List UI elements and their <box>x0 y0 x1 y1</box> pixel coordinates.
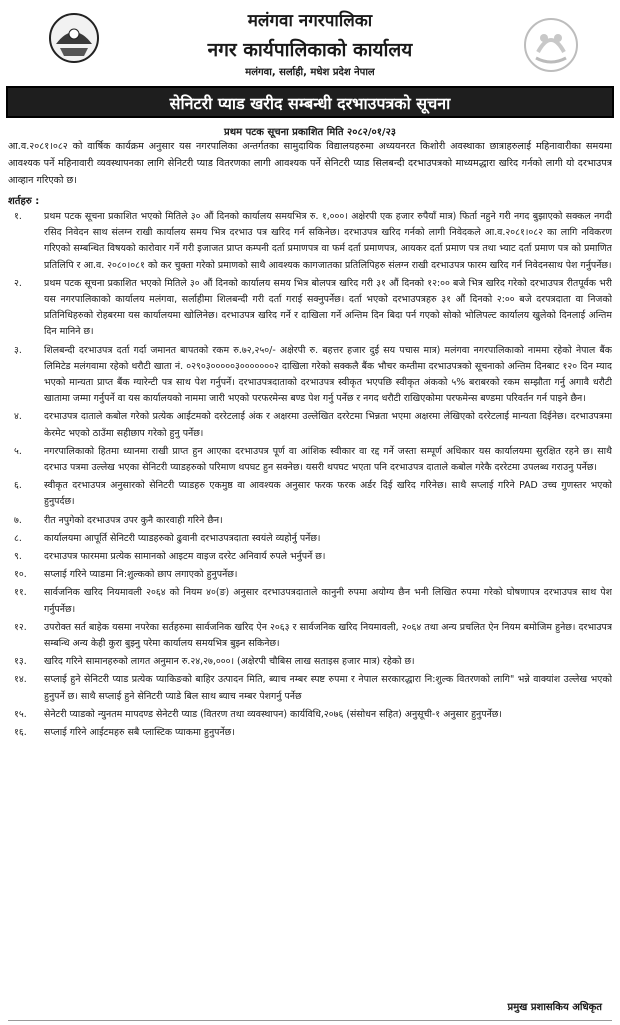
condition-item <box>8 409 612 441</box>
condition-number: १४. <box>14 674 27 686</box>
condition-text: रीत नपुगेको दरभाउपत्र उपर कुनै कारवाही गरिने छैन। <box>44 514 223 526</box>
conditions-list <box>8 209 612 741</box>
condition-number: ८. <box>14 532 22 544</box>
condition-text: सेनेटरी प्याडको न्युनतम मापदण्ड सेनेटरी प्याड (वितरण तथा व्यवस्थापन) कार्यविधि,२०७६ (संसोधन सहित) अनुसूची-१ अनुसार हुनुपर्नेछ। <box>44 708 502 720</box>
condition-text: सार्वजनिक खरिद नियमावली २०६४ को नियम ४०(ङ) अनुसार दरभाउपत्रदाताले कानुनी रुपमा अयोग्य छैन भनी लिखित रुपमा गरेको घोषणापत्र दरभाउपत्र साथ पेश गर्नुपर्नेछ। <box>44 587 612 615</box>
condition-item <box>8 567 612 583</box>
condition-text: प्रथम पटक सूचना प्रकाशित भएको मितिले ३० औं दिनको कार्यालय समयभित्र रु. १,०००। अक्षेरपी एक हजार रुपैयाँ मात्र) फिर्ता नहुने गरी नगद बुझाएको सक्कल नगदी रसिद निवेदन साथ संलग्न राखी कार्यालय समय भित्र दरभाउ पत्र खरिद गर्न सकिनेछ। दरभाउपत्र खरिद गर्नको लागी निवेदकले आ.व.२०८१।०८२ का लागि नविकरण गरिएको सम्बन्धित विषयको कारोवार गर्ने गरी इजाजत प्राप्त कम्पनी दर्ता प्रमाणपत्र वा फर्म दर्ता प्रमाणपत्र, आयकर दर्ता प्रमाण पत्र तथा भ्याट दर्ता प्रमाण पत्र को प्रमाणित प्रतिलिपि र आ.व. २०८०।०८१ को कर चुक्ता गरेको प्रमाणको साथै आवश्यक कागजातका प्रतिलिपिहरु संलग्न राखी दरभाउपत्र फारम खरिद गर्न निवेदनसाथ पेश गर्नुपर्नेछ। <box>44 211 612 271</box>
condition-number: १५. <box>14 708 27 720</box>
signature-title: प्रमुख प्रशासकिय अधिकृत <box>507 1002 602 1013</box>
condition-item <box>8 707 612 723</box>
condition-item <box>8 725 612 741</box>
condition-item <box>8 209 612 274</box>
letterhead <box>8 0 612 86</box>
condition-item <box>8 513 612 529</box>
condition-text: उपरोक्त सर्त बाहेक यसमा नपरेका सर्तहरुमा सार्वजनिक खरिद ऐन २०६३ र सार्वजनिक खरिद नियमावली, २०६४ तथा अन्य प्रचलित ऐन नियम बमोजिम हुनेछ। दरभाउपत्र सम्बन्धि अन्य केही कुरा बुझ्नु परेमा कार्यालय समयभित्र बुझ्न सकिनेछ। <box>44 621 612 650</box>
condition-text: सप्लाई गरिने आईटमहरु सबै प्लास्टिक प्याकमा हुनुपर्नेछ। <box>44 727 235 739</box>
condition-text: कार्यालयमा आपूर्ति सेनिटरी प्याडहरुको ढुवानी दरभाउपत्रदाता स्वयंले व्यहोर्नु पर्नेछ। <box>44 532 321 544</box>
notice-title-banner: सेनिटरी प्याड खरीद सम्बन्धी दरभाउपत्रको सूचना <box>6 86 614 118</box>
office-name: नगर कार्यपालिकाको कार्यालय <box>207 39 413 61</box>
condition-text: प्रथम पटक सूचना प्रकाशित भएको मितिले ३० औं दिनको कार्यालय समय भित्र बोलपत्र खरिद गरी ३१ औं दिनको १२:०० बजे भित्र खरिद गरेको दरभाउपत्र रीतपूर्वक भरी यस नगरपालिकाको कार्यालय मलंगवा, सर्लाहीमा शिलबन्दी गरी दर्ता गराई सक्नुपर्नेछ। दर्ता भएको दरभाउपत्रहरु ३१ औं दिनको २:०० बजे दरपत्रदाता वा निजको प्रतिनिधिहरुको रोहबरमा यस कार्यालयमा खोलिनेछ। दरभाउपत्र खरिद गर्ने र दाखिला गर्ने अन्तिम दिन बिदा पर्न गएको सोको भोलिपल्ट कार्यालय खुलेको दिनलाई अन्तिम दिन मानिने छ। <box>44 277 612 338</box>
condition-text: खरिद गरिने सामानहरुको लागत अनुमान रु.२४,२७,०००। (अक्षेरपी चौबिस लाख सताइस हजार मात्र) रहेको छ। <box>44 656 415 668</box>
footer-rule <box>8 1020 612 1021</box>
condition-text: दरभाउपत्र दाताले कबोल गरेको प्रत्येक आईटमको दररेटलाई अंक र अक्षरमा उल्लेखित दररेटमा भिन्नता भएमा अक्षरमा लेखिएको दररेटलाई मान्यता दिईनेछ। दरभाउपत्रमा केरमेट भएको ठाउँमा सहीछाप गरेको हुनु पर्नेछ। <box>44 411 612 439</box>
condition-number: १२. <box>14 621 27 633</box>
municipality-logo-icon <box>522 16 580 74</box>
conditions-heading: शर्तहरु : <box>8 196 40 207</box>
condition-text: शिलबन्दी दरभाउपत्र दर्ता गर्दा जमानत बापतको रकम रु.७२,२५०/- अक्षेरपी रु. बहत्तर हजार दुई सय पचास मात्र) मलंगवा नगरपालिकाको नाममा रहेको नेपाल बैंक लिमिटेड मलंगवामा रहेको धरौटी खाता नं. ०२९०३०००००३०००००००२ दाखिला गरेको सक्कलै बैंक भौचर कम्तीमा दरभाउपत्रको सूचनाको अन्तिम दिनबाट १२० दिन म्याद भएको मान्यता प्राप्त बैंक ग्यारेन्टी पत्र साथ पेश गर्नुपर्ने। दरभाउपत्रदाताको दरभाउपत्र स्वीकृत भएपछि स्वीकृत अंकको ५% बराबरको रकम सम्झौता गर्नु अगावै धरौटी खातामा जम्मा गर्नुपर्ने वा यस कार्यालयको नाममा जारी भएको परफरमेन्स बण्ड पेश गर्नु पर्नेछ र नगद धरौटी राखिएकोमा परफमेन्स बण्डमा परिवर्तन गर्न पाइने छैन। <box>44 344 612 405</box>
condition-item <box>8 620 612 652</box>
condition-text: दरभाउपत्र फारममा प्रत्येक सामानको आइटम वाइज दररेट अनिवार्य रुपले भर्नुपर्ने छ। <box>44 551 326 563</box>
condition-item <box>8 585 612 617</box>
condition-item <box>8 654 612 670</box>
condition-item <box>8 549 612 565</box>
condition-number: ९. <box>14 551 22 563</box>
condition-item <box>8 343 612 408</box>
condition-number: १. <box>14 211 22 222</box>
condition-number: ६. <box>14 480 22 492</box>
condition-item <box>8 276 612 341</box>
office-address: मलंगवा, सर्लाही, मधेश प्रदेश नेपाल <box>245 67 375 78</box>
condition-number: २. <box>14 277 22 289</box>
condition-text: सप्लाई हुने सेनिटरी प्याड प्रत्येक प्याकिङको बाहिर उत्पादन मिति, ब्याच नम्बर स्पष्ट रुपमा र नेपाल सरकारद्धारा नि:शुल्क वितरणको लागि" भन्ने वाक्यांश उल्लेख भएको हुनुपर्ने छ। साथै सप्लाई हुने सेनिटरी प्याडे बिल साथ ब्याच नम्बर पेशगर्नु पर्नेछ <box>44 674 612 702</box>
condition-item <box>8 531 612 547</box>
condition-number: ११. <box>14 587 27 599</box>
condition-number: ७. <box>14 514 22 526</box>
condition-text: सप्लाई गरिने प्याडमा नि:शुल्कको छाप लगाएको हुनुपर्नेछ। <box>44 569 238 581</box>
condition-number: ३. <box>14 344 22 356</box>
condition-item <box>8 672 612 704</box>
intro-paragraph: आ.व.२०८१।०८२ को वार्षिक कार्यक्रम अनुसार यस नगरपालिका अन्तर्गतका सामुदायिक विद्यालयहरुमा अध्ययनरत किशोरी अवस्थाका छात्राहरुलाई महिनावारीका समयमा आवश्यक पर्ने महिनावारी व्यवस्थापनका लागि सेनिटरी प्याड वितरणका लागी आवश्यक पर्ने सेनिटरी प्याड सिलबन्दी दरभाउपत्रको माध्यमद्धारा खरिद गर्नको लागी यो दरभाउपत्र आव्हान गरिएको छ। <box>8 141 612 186</box>
municipality-name: मलंगवा नगरपालिका <box>247 11 373 31</box>
condition-number: १०. <box>14 569 27 581</box>
condition-text: स्वीकृत दरभाउपत्र अनुसारको सेनिटरी प्याडहरु एकमुष्ठ वा आवश्यक अनुसार फरक फरक अर्डर दिई खरिद गरिनेछ। साथै सप्लाई गरिने PAD उच्च गुणस्तर भएको हुनुपर्दछ। <box>44 480 612 508</box>
condition-text: नगरपालिकाको हितमा ध्यानमा राखी प्राप्त हुन आएका दरभाउपत्र पूर्ण वा आंशिक स्वीकार वा रद्द गर्ने जस्ता सम्पूर्ण अधिकार यस कार्यालयमा सुरक्षित रहने छ। साथै दरभाउ पत्रमा उल्लेख भएका सेनिटरी प्याडहरुको परिमाण थपघट हुन सक्नेछ। यसरी थपघट भएता पनि दरभाउपत्र दाताले कबोल गरेकै दररेटमा उपलब्ध गराउनु पर्नेछ। <box>44 445 612 474</box>
condition-item <box>8 444 612 476</box>
condition-number: ५. <box>14 445 22 457</box>
condition-number: १३. <box>14 656 27 668</box>
publication-date: प्रथम पटक सूचना प्रकाशित मिति २०८२/०१/२३ <box>224 127 396 138</box>
condition-item <box>8 478 612 510</box>
condition-number: ४. <box>14 411 22 423</box>
condition-number: १६. <box>14 727 27 739</box>
